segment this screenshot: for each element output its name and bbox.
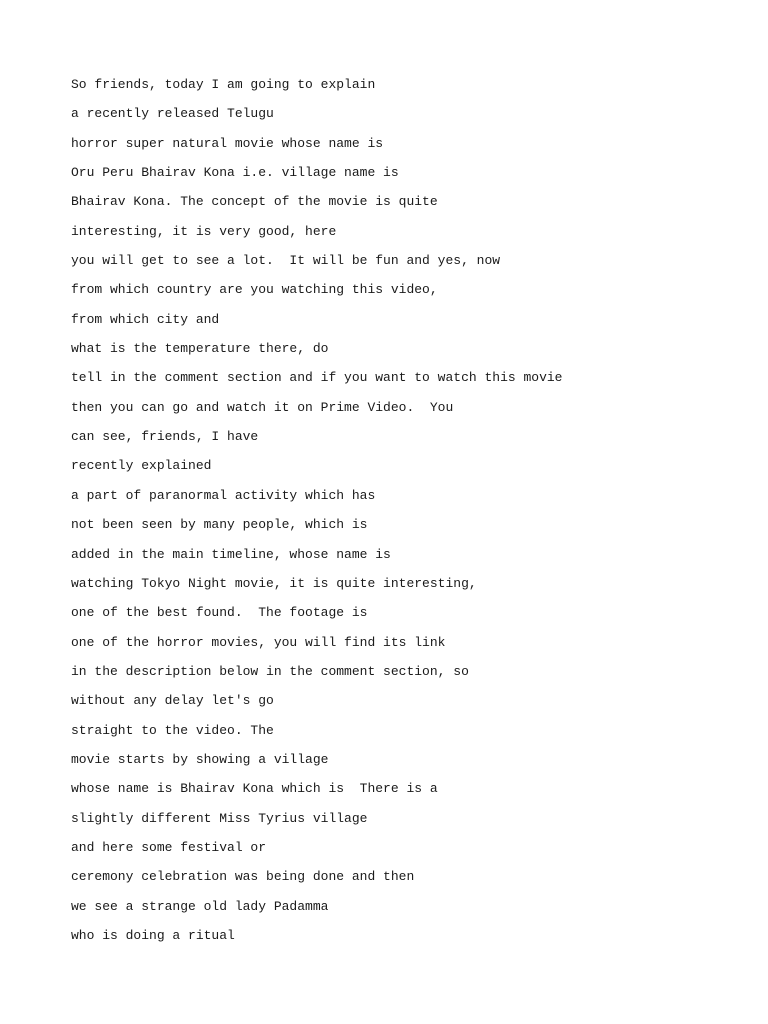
- text-line: whose name is Bhairav Kona which is There is a: [71, 781, 438, 797]
- text-line: horror super natural movie whose name is: [71, 135, 384, 151]
- text-line: interesting, it is very good, here: [71, 223, 337, 239]
- text-line: we see a strange old lady Padamma: [71, 898, 329, 914]
- text-line: a recently released Telugu: [71, 106, 274, 122]
- text-line: Bhairav Kona. The concept of the movie is quite: [71, 194, 438, 210]
- text-line: added in the main timeline, whose name is: [71, 546, 391, 562]
- text-line: then you can go and watch it on Prime Video. You: [71, 399, 454, 415]
- text-line: tell in the comment section and if you want to watch this movie: [71, 370, 563, 386]
- text-line: who is doing a ritual: [71, 927, 235, 943]
- text-line: you will get to see a lot. It will be fun and yes, now: [71, 253, 501, 269]
- transcript-text: [71, 70, 731, 950]
- text-line: not been seen by many people, which is: [71, 517, 368, 533]
- text-line: ceremony celebration was being done and then: [71, 869, 415, 885]
- text-line: one of the best found. The footage is: [71, 605, 368, 621]
- text-line: Oru Peru Bhairav Kona i.e. village name is: [71, 165, 399, 181]
- text-line: in the description below in the comment section, so: [71, 663, 469, 679]
- text-line: what is the temperature there, do: [71, 341, 329, 357]
- text-line: from which country are you watching this video,: [71, 282, 438, 298]
- text-line: can see, friends, I have: [71, 429, 259, 445]
- text-line: watching Tokyo Night movie, it is quite interesting,: [71, 575, 477, 591]
- text-line: without any delay let's go: [71, 693, 274, 709]
- text-line: from which city and: [71, 311, 220, 327]
- text-line: one of the horror movies, you will find its link: [71, 634, 446, 650]
- text-line: slightly different Miss Tyrius village: [71, 810, 368, 826]
- text-line: movie starts by showing a village: [71, 751, 329, 767]
- text-line: So friends, today I am going to explain: [71, 77, 376, 92]
- text-line: recently explained: [71, 458, 212, 474]
- text-line: straight to the video. The: [71, 722, 274, 738]
- text-line: a part of paranormal activity which has: [71, 487, 376, 503]
- text-line: and here some festival or: [71, 839, 267, 855]
